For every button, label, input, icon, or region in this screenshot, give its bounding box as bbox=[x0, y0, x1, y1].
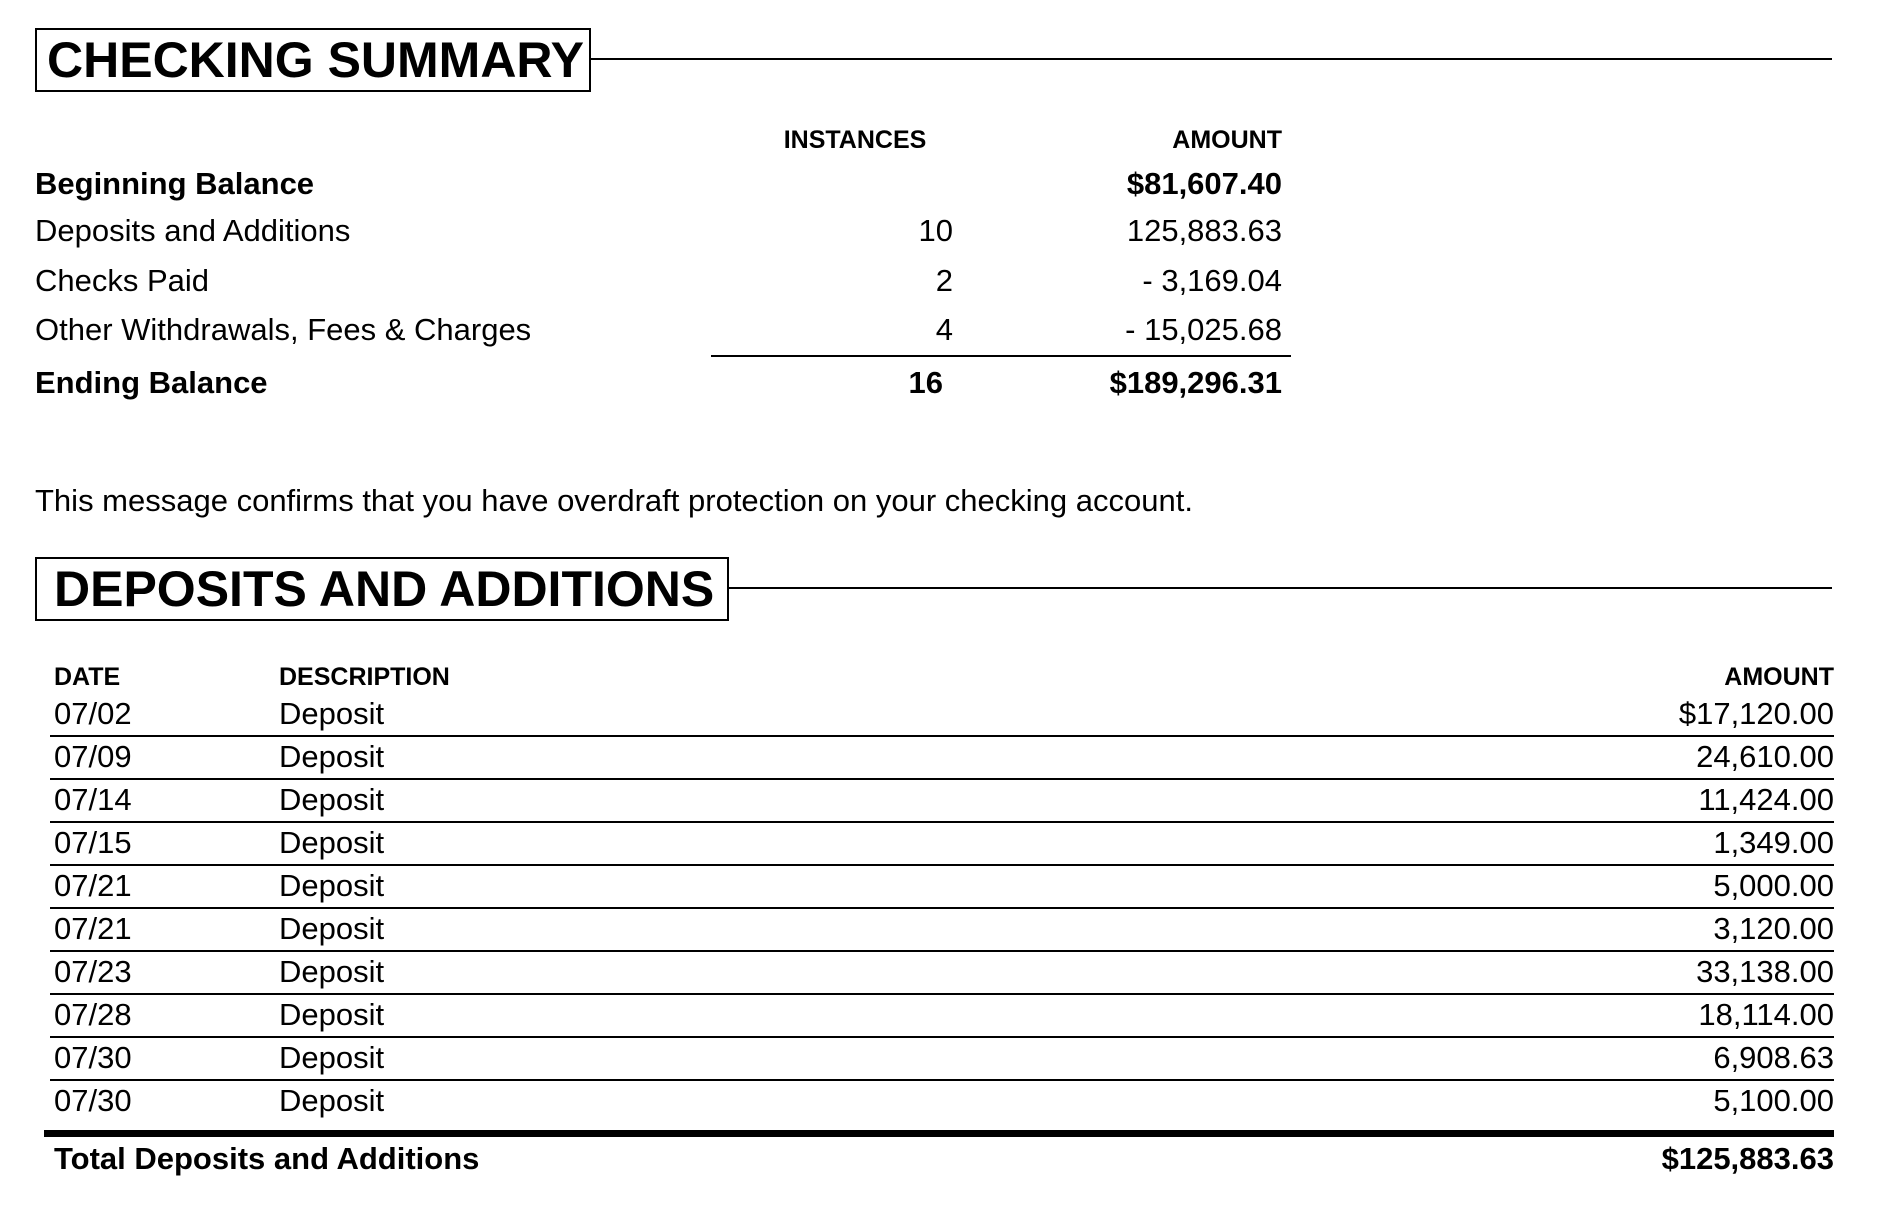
table-row bbox=[50, 1038, 1834, 1081]
row-amount: 6,908.63 bbox=[1713, 1040, 1834, 1075]
row-description: Deposit bbox=[279, 911, 385, 946]
summary-amount: $189,296.31 bbox=[1109, 365, 1282, 400]
amount-column-header: AMOUNT bbox=[1172, 126, 1282, 154]
table-row bbox=[50, 1081, 1834, 1122]
total-divider bbox=[44, 1130, 1834, 1137]
table-row bbox=[50, 780, 1834, 823]
summary-amount: $81,607.40 bbox=[1126, 166, 1282, 201]
summary-row-checks-paid bbox=[35, 261, 1295, 301]
total-row bbox=[44, 1137, 1834, 1181]
row-amount: 5,100.00 bbox=[1713, 1083, 1834, 1118]
overdraft-message: This message confirms that you have overdraft protection on your checking account. bbox=[35, 483, 1193, 518]
table-row bbox=[50, 995, 1834, 1038]
summary-label: Deposits and Additions bbox=[35, 213, 351, 248]
row-description: Deposit bbox=[279, 696, 385, 731]
row-description: Deposit bbox=[279, 1040, 385, 1075]
description-column-header: DESCRIPTION bbox=[279, 663, 450, 691]
row-amount: 18,114.00 bbox=[1698, 997, 1834, 1032]
total-label: Total Deposits and Additions bbox=[54, 1141, 480, 1176]
summary-label: Ending Balance bbox=[35, 365, 268, 400]
deposits-title: DEPOSITS AND ADDITIONS bbox=[35, 557, 729, 621]
row-date: 07/02 bbox=[54, 696, 132, 731]
summary-instances: 10 bbox=[918, 213, 953, 248]
summary-instances: 16 bbox=[908, 365, 943, 400]
row-date: 07/30 bbox=[54, 1083, 132, 1118]
row-description: Deposit bbox=[279, 1083, 385, 1118]
row-date: 07/15 bbox=[54, 825, 132, 860]
summary-amount: 125,883.63 bbox=[1126, 213, 1282, 248]
row-amount: 24,610.00 bbox=[1696, 739, 1834, 774]
summary-amount: - 3,169.04 bbox=[1142, 263, 1282, 298]
row-date: 07/14 bbox=[54, 782, 132, 817]
row-date: 07/23 bbox=[54, 954, 132, 989]
table-row bbox=[50, 952, 1834, 995]
summary-instances: 2 bbox=[935, 263, 953, 298]
table-row bbox=[50, 694, 1834, 737]
deposits-header bbox=[35, 557, 1832, 621]
summary-row-other-withdrawals bbox=[35, 310, 1295, 350]
row-description: Deposit bbox=[279, 825, 385, 860]
row-description: Deposit bbox=[279, 739, 385, 774]
deposits-table-header bbox=[44, 660, 1834, 694]
deposits-table bbox=[44, 660, 1834, 1181]
row-date: 07/09 bbox=[54, 739, 132, 774]
checking-summary-title: CHECKING SUMMARY bbox=[35, 28, 591, 92]
summary-divider bbox=[711, 355, 1291, 357]
table-row bbox=[50, 823, 1834, 866]
table-row bbox=[50, 737, 1834, 780]
total-amount: $125,883.63 bbox=[1661, 1141, 1834, 1176]
summary-row-deposits bbox=[35, 211, 1295, 251]
summary-label: Beginning Balance bbox=[35, 166, 315, 201]
row-amount: 1,349.00 bbox=[1713, 825, 1834, 860]
instances-column-header: INSTANCES bbox=[783, 126, 927, 154]
summary-amount: - 15,025.68 bbox=[1125, 312, 1282, 347]
row-amount: 3,120.00 bbox=[1713, 911, 1834, 946]
row-amount: 33,138.00 bbox=[1696, 954, 1834, 989]
row-date: 07/21 bbox=[54, 868, 132, 903]
summary-row-beginning-balance bbox=[35, 164, 1295, 204]
date-column-header: DATE bbox=[54, 663, 121, 691]
row-amount: 5,000.00 bbox=[1713, 868, 1834, 903]
row-description: Deposit bbox=[279, 997, 385, 1032]
row-amount: 11,424.00 bbox=[1698, 782, 1834, 817]
row-date: 07/28 bbox=[54, 997, 132, 1032]
checking-summary-header bbox=[35, 28, 1832, 92]
amount-column-header: AMOUNT bbox=[1724, 663, 1834, 691]
summary-row-ending-balance bbox=[35, 363, 1295, 403]
row-description: Deposit bbox=[279, 868, 385, 903]
summary-label: Other Withdrawals, Fees & Charges bbox=[35, 312, 532, 347]
summary-instances: 4 bbox=[935, 312, 953, 347]
row-description: Deposit bbox=[279, 782, 385, 817]
row-date: 07/21 bbox=[54, 911, 132, 946]
table-row bbox=[50, 909, 1834, 952]
row-amount: $17,120.00 bbox=[1678, 696, 1834, 731]
table-row bbox=[50, 866, 1834, 909]
row-date: 07/30 bbox=[54, 1040, 132, 1075]
summary-label: Checks Paid bbox=[35, 263, 210, 298]
row-description: Deposit bbox=[279, 954, 385, 989]
